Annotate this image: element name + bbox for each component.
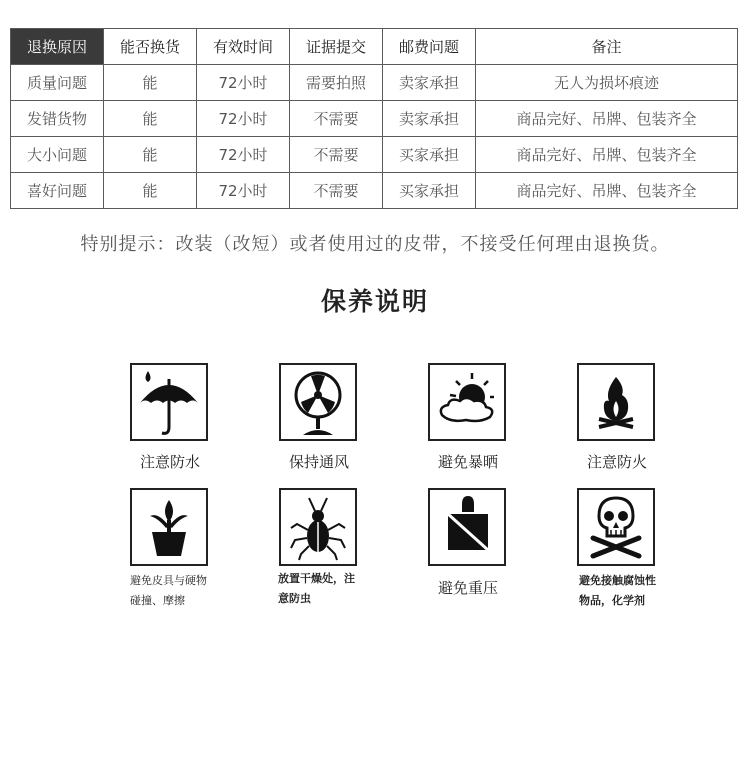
table-cell: 不需要	[290, 173, 383, 209]
special-note: 特别提示：改装（改短）或者使用过的皮带，不接受任何理由退换货。	[80, 234, 670, 255]
table-row	[11, 137, 738, 173]
returns-policy-table	[10, 28, 738, 209]
column-header: 证据提交	[290, 29, 383, 65]
table-header-row	[11, 29, 738, 65]
care-section-title: 保养说明	[320, 287, 429, 316]
column-header: 能否换货	[104, 29, 197, 65]
table-cell: 不需要	[290, 101, 383, 137]
table-cell: 能	[104, 173, 197, 209]
table-row	[11, 173, 738, 209]
table-cell: 大小问题	[11, 137, 104, 173]
care-label-line: 意防虫	[278, 592, 311, 605]
table-cell: 72小时	[197, 173, 290, 209]
column-header: 退换原因	[11, 29, 104, 65]
beetle-icon	[279, 488, 357, 566]
care-label: 保持通风	[288, 453, 349, 471]
sun-cloud-icon	[428, 363, 506, 441]
table-cell: 商品完好、吊牌、包装齐全	[476, 137, 738, 173]
table-cell: 质量问题	[11, 65, 104, 101]
umbrella-icon	[130, 363, 208, 441]
column-header: 备注	[476, 29, 738, 65]
table-cell: 买家承担	[383, 137, 476, 173]
skull-crossbones-icon	[577, 488, 655, 566]
table-cell: 能	[104, 101, 197, 137]
table-cell: 需要拍照	[290, 65, 383, 101]
heavy-box-icon	[428, 488, 506, 566]
care-label-line: 物品，化学剂	[579, 594, 645, 607]
care-label: 避免暴晒	[437, 453, 498, 471]
table-cell: 商品完好、吊牌、包装齐全	[476, 173, 738, 209]
table-cell: 发错货物	[11, 101, 104, 137]
table-cell: 不需要	[290, 137, 383, 173]
column-header: 有效时间	[197, 29, 290, 65]
care-label: 避免重压	[437, 579, 498, 597]
care-label: 注意防火	[586, 453, 647, 471]
care-label: 注意防水	[139, 453, 200, 471]
table-row	[11, 65, 738, 101]
care-label-line: 放置干燥处，注	[278, 572, 355, 585]
table-cell: 喜好问题	[11, 173, 104, 209]
table-cell: 能	[104, 65, 197, 101]
fire-icon	[577, 363, 655, 441]
table-cell: 72小时	[197, 65, 290, 101]
column-header: 邮费问题	[383, 29, 476, 65]
table-cell: 卖家承担	[383, 101, 476, 137]
care-label-line: 避免皮具与硬物	[130, 574, 207, 587]
table-cell: 买家承担	[383, 173, 476, 209]
care-label-line: 避免接触腐蚀性	[579, 574, 656, 587]
table-cell: 无人为损坏痕迹	[476, 65, 738, 101]
care-label	[278, 569, 355, 609]
care-label	[579, 571, 656, 611]
table-cell: 卖家承担	[383, 65, 476, 101]
table-cell: 72小时	[197, 137, 290, 173]
plant-pot-icon	[130, 488, 208, 566]
care-label	[130, 571, 207, 611]
table-cell: 72小时	[197, 101, 290, 137]
table-row	[11, 101, 738, 137]
care-label-line: 碰撞、摩擦	[130, 594, 185, 607]
table-cell: 商品完好、吊牌、包装齐全	[476, 101, 738, 137]
table-cell: 能	[104, 137, 197, 173]
fan-icon	[279, 363, 357, 441]
